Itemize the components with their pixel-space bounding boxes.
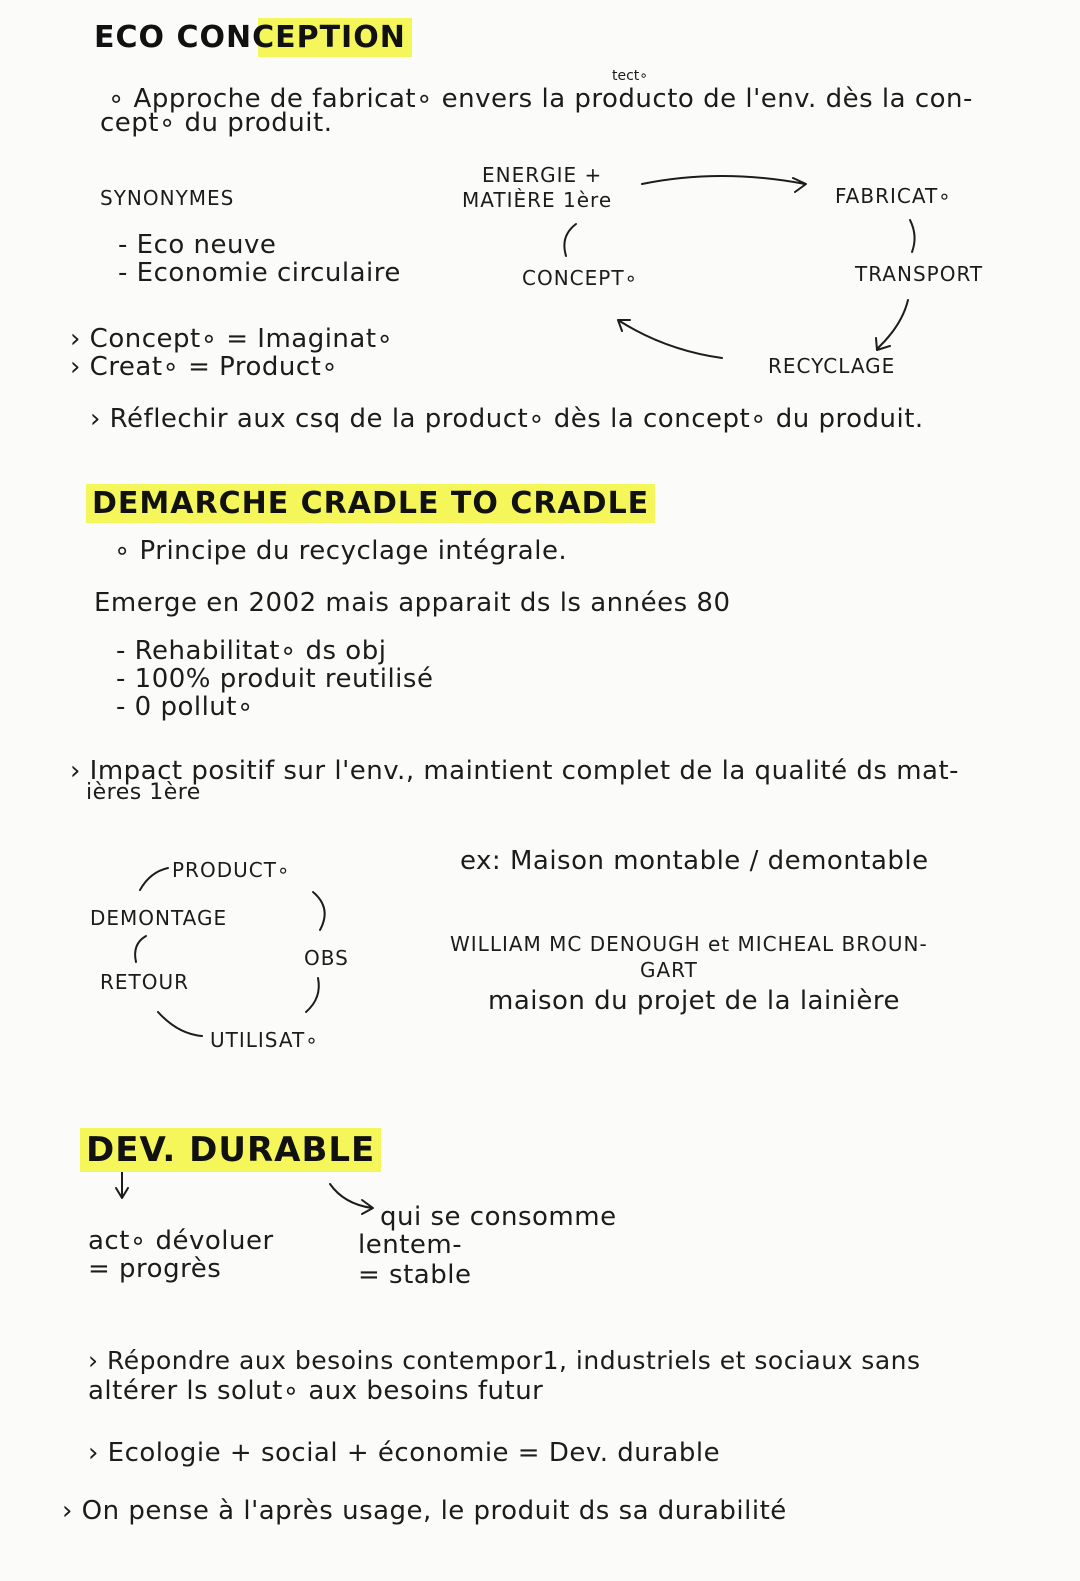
- cradle-cycle-demontage: DEMONTAGE: [90, 906, 228, 930]
- cradle-emerge: Emerge en 2002 mais apparait ds ls années 80: [94, 588, 731, 618]
- cycle-energie-line1: ENERGIE +: [482, 163, 603, 187]
- synonyme-item: - Eco neuve: [118, 230, 277, 260]
- dev-left-line1: act∘ dévoluer: [88, 1226, 274, 1256]
- eco-def-line2: cept∘ du produit.: [100, 108, 333, 138]
- cradle-impact-line2: ières 1ère: [86, 780, 201, 805]
- cycle-recyclage: RECYCLAGE: [768, 354, 896, 378]
- dev-right-line2: lentem-: [358, 1230, 463, 1260]
- cradle-point: - 0 pollut∘: [116, 692, 254, 722]
- cradle-cycle-production: PRODUCT∘: [172, 858, 291, 882]
- eco-def-insert: tect∘: [612, 68, 649, 84]
- eco-note: › Concept∘ = Imaginat∘: [70, 324, 394, 354]
- eco-note: › Creat∘ = Product∘: [70, 352, 339, 382]
- cradle-project: maison du projet de la lainière: [488, 986, 901, 1016]
- dev-repondre-line2: altérer ls solut∘ aux besoins futur: [88, 1376, 544, 1406]
- dev-formula: › Ecologie + social + économie = Dev. durable: [88, 1438, 721, 1468]
- dev-right-line1: qui se consomme: [380, 1202, 617, 1232]
- dev-title: DEV. DURABLE: [80, 1128, 381, 1172]
- cycle-energie-line2: MATIÈRE 1ère: [462, 188, 613, 212]
- dev-right-line3: = stable: [358, 1260, 472, 1290]
- eco-title: ECO CONCEPTION: [88, 18, 412, 57]
- cradle-cycle-obs: OBS: [304, 946, 349, 970]
- cradle-example: ex: Maison montable / demontable: [460, 846, 929, 876]
- eco-reflechir: › Réflechir aux csq de la product∘ dès la concept∘ du produit.: [90, 404, 924, 434]
- cradle-cycle-utilisation: UTILISAT∘: [210, 1028, 319, 1052]
- dev-repondre-line1: › Répondre aux besoins contempor1, industriels et sociaux sans: [88, 1346, 921, 1375]
- cycle-fabrication: FABRICAT∘: [835, 184, 952, 208]
- eco-def-line1: ∘ Approche de fabricat∘ envers la producto de l'env. dès la con-: [108, 84, 973, 114]
- cradle-point: - Rehabilitat∘ ds obj: [116, 636, 387, 666]
- cradle-authors-line2: GART: [640, 958, 698, 982]
- synonymes-label: SYNONYMES: [100, 186, 235, 210]
- cradle-principe: ∘ Principe du recyclage intégrale.: [114, 536, 568, 566]
- synonyme-item: - Economie circulaire: [118, 258, 401, 288]
- cradle-impact-line1: › Impact positif sur l'env., maintient complet de la qualité ds mat-: [70, 756, 960, 786]
- cradle-cycle-retour: RETOUR: [100, 970, 190, 994]
- cycle-conception: CONCEPT∘: [522, 266, 639, 290]
- cradle-title: DEMARCHE CRADLE TO CRADLE: [86, 484, 655, 523]
- dev-pense: › On pense à l'après usage, le produit ds sa durabilité: [62, 1496, 787, 1526]
- cradle-point: - 100% produit reutilisé: [116, 664, 434, 694]
- cradle-authors-line1: WILLIAM MC DENOUGH et MICHEAL BROUN-: [450, 932, 928, 956]
- cycle-transport: TRANSPORT: [855, 262, 984, 286]
- dev-left-line2: = progrès: [88, 1254, 222, 1284]
